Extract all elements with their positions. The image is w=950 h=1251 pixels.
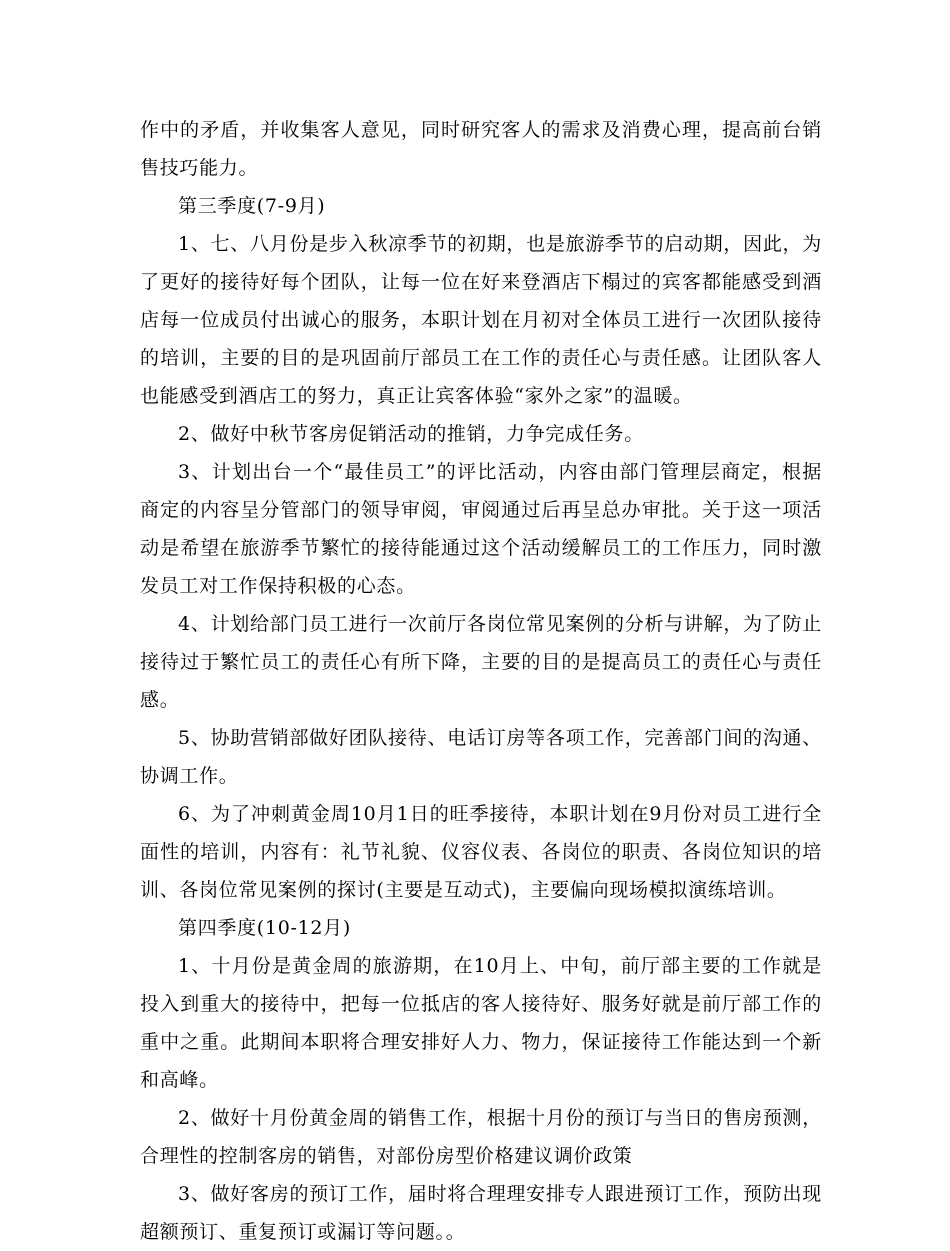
- paragraph-q3-item-2: 2、做好中秋节客房促销活动的推销，力争完成任务。: [178, 423, 644, 445]
- paragraph-q3-item-6: 6、为了冲刺黄金周10月1日的旺季接待，本职计划在9月份对员工进行全面性的培训，内容有：礼节礼貌、仪容仪表、各岗位的职责、各岗位知识的培训、各岗位常见案例的探讨(主要是互动式)，主要偏向现场模拟演练培训。: [140, 803, 822, 901]
- document-body: [140, 111, 822, 1251]
- paragraph-q3-item-4: 4、计划给部门员工进行一次前厅各岗位常见案例的分析与讲解，为了防止接待过于繁忙员工的责任心有所下降，主要的目的是提高员工的责任心与责任感。: [140, 613, 822, 711]
- paragraph-q3-item-5: 5、协助营销部做好团队接待、电话订房等各项工作，完善部门间的沟通、协调工作。: [140, 727, 822, 787]
- section-heading-q3: 第三季度(7-9月): [178, 195, 326, 217]
- paragraph-q4-item-3: 3、做好客房的预订工作，届时将合理理安排专人跟进预订工作，预防出现超额预订、重复预订或漏订等问题。。: [140, 1183, 822, 1243]
- paragraph-q4-item-2: 2、做好十月份黄金周的销售工作，根据十月份的预订与当日的售房预测，合理性的控制客房的销售，对部份房型价格建议调价政策: [140, 1107, 822, 1167]
- paragraph-q3-item-3: 3、计划出台一个“最佳员工”的评比活动，内容由部门管理层商定，根据商定的内容呈分管部门的领导审阅，审阅通过后再呈总办审批。关于这一项活动是希望在旅游季节繁忙的接待能通过这个活动缓解员工的工作压力，同时激发员工对工作保持积极的心态。: [140, 461, 822, 597]
- paragraph-q4-item-1: 1、十月份是黄金周的旅游期，在10月上、中旬，前厅部主要的工作就是投入到重大的接待中，把每一位抵店的客人接待好、服务好就是前厅部工作的重中之重。此期间本职将合理安排好人力、物力，保证接待工作能达到一个新和高峰。: [140, 955, 822, 1091]
- section-heading-q4: 第四季度(10-12月): [178, 917, 351, 939]
- paragraph-q3-item-1: 1、七、八月份是步入秋凉季节的初期，也是旅游季节的启动期，因此，为了更好的接待好每个团队，让每一位在好来登酒店下榻过的宾客都能感受到酒店每一位成员付出诚心的服务，本职计划在月初对全体员工进行一次团队接待的培训，主要的目的是巩固前厅部员工在工作的责任心与责任感。让团队客人也能感受到酒店工的努力，真正让宾客体验“家外之家”的温暖。: [140, 233, 822, 407]
- paragraph-continuation: 作中的矛盾，并收集客人意见，同时研究客人的需求及消费心理，提高前台销售技巧能力。: [140, 119, 822, 179]
